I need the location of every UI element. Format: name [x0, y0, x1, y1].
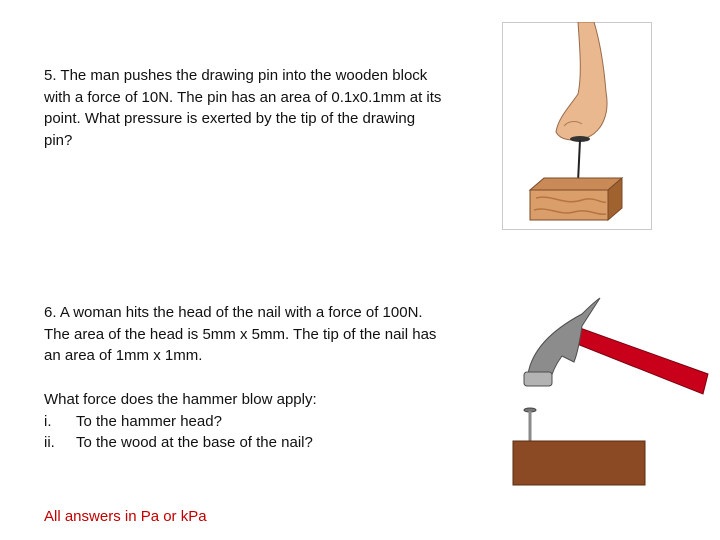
thumb-pin-illustration: [502, 22, 652, 230]
subpart-number: i.: [44, 412, 52, 430]
subpart-text: To the hammer head?: [76, 412, 222, 430]
subpart-text: To the wood at the base of the nail?: [76, 434, 313, 451]
wood-base: [513, 441, 645, 485]
wood-block-top: [530, 178, 622, 190]
question-5-text: 5. The man pushes the drawing pin into the wooden block with a force of 10N. The pin has an area of 0.1x0.1mm at its point. What pressure is exerted by the tip of the drawing pin?: [44, 67, 442, 149]
subpart-row: [44, 432, 444, 454]
hammer-face: [524, 372, 552, 386]
answers-note: All answers in Pa or kPa: [44, 508, 207, 525]
hammer-nail-illustration: [500, 290, 715, 490]
question-6-text: 6. A woman hits the head of the nail with a force of 100N. The area of the head is 5mm x 5mm. The tip of the nail has an area of 1mm x 1mm.: [44, 304, 437, 364]
subpart-row: [44, 411, 444, 433]
subpart-number: ii.: [44, 434, 55, 451]
question-6-prompt: What force does the hammer blow apply:: [44, 391, 317, 408]
question-6-subparts: [44, 389, 444, 454]
wood-block-front: [530, 190, 608, 220]
hammer-handle: [572, 328, 708, 394]
